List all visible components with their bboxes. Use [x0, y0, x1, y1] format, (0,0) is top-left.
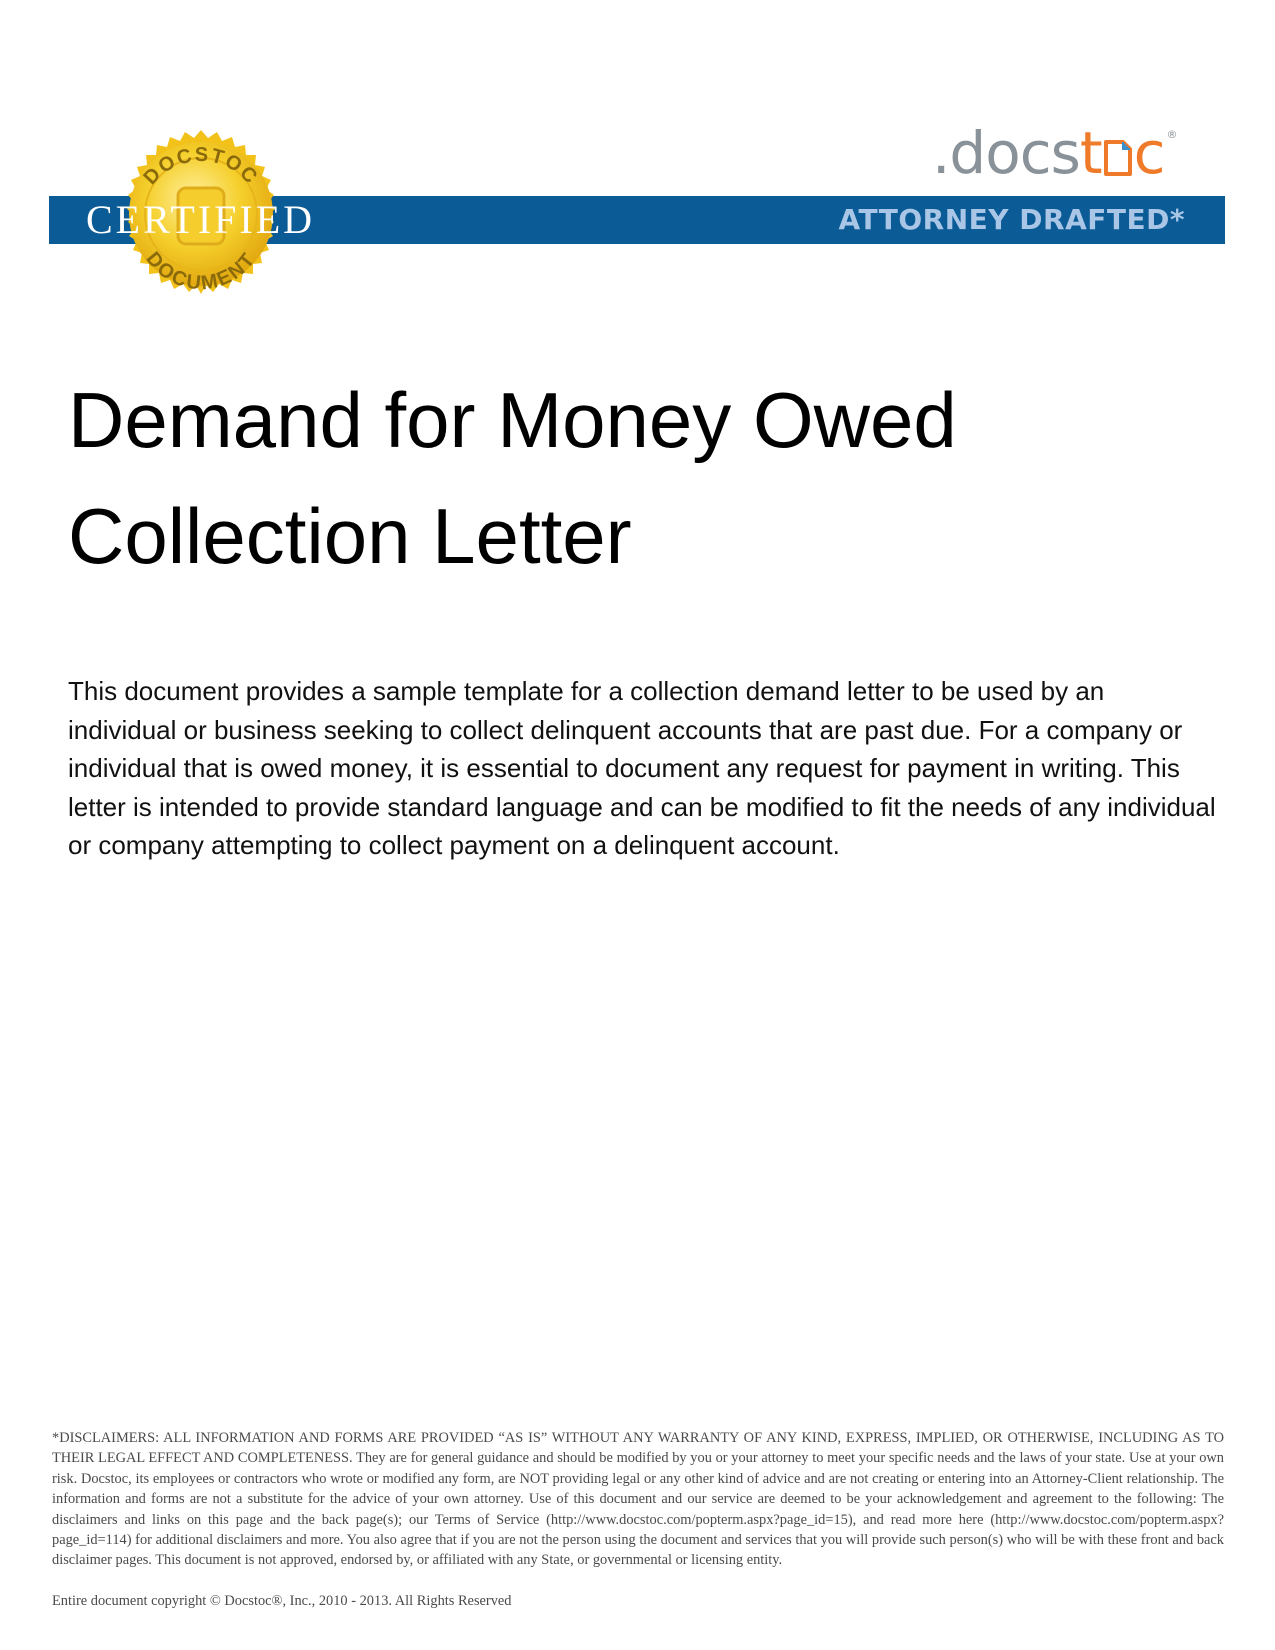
page-icon	[1103, 139, 1133, 177]
document-title	[68, 362, 1208, 594]
registered-mark: ®	[1166, 128, 1177, 141]
logo-part-3: c	[1133, 119, 1165, 187]
logo-part-1: .docs	[932, 119, 1080, 187]
title-line-1: Demand for Money Owed	[68, 376, 957, 464]
title-line-2: Collection Letter	[68, 492, 632, 580]
attorney-drafted-label: ATTORNEY DRAFTED*	[838, 203, 1185, 236]
disclaimer-text: *DISCLAIMERS: ALL INFORMATION AND FORMS ARE PROVIDED “AS IS” WITHOUT ANY WARRANTY OF ANY KIND, EXPRESS, IMPLIED, OR OTHERWISE, INCLUDING AS TO THEIR LEGAL EFFECT AND COMPLETENESS. They are for general guidance and should be modified by you or your attorney to meet your specific needs and the laws of your state. Use at your own risk. Docstoc, its employees or contractors who wrote or modified any form, are NOT providing legal or any other kind of advice and are not creating or entering into an Attorney-Client relationship. The information and forms are not a substitute for the advice of your own attorney. Use of this document and our service are deemed to be your acknowledgement and agreement to the following: The disclaimers and links on this page and the back page(s); our Terms of Service (http://www.docstoc.com/popterm.aspx?page_id=15), and read more here (http://www.docstoc.com/popterm.aspx?page_id=114) for additional disclaimers and more. You also agree that if you are not the person using the document and services that you will provide such person(s) who will be with these front and back disclaimer pages. This document is not approved, endorsed by, or affiliated with any State, or governmental or licensing entity.	[52, 1430, 1224, 1569]
seal-bottom-text: DOCUMENT	[141, 247, 261, 295]
logo-part-2: t	[1079, 119, 1102, 187]
intro-paragraph: This document provides a sample template for a collection demand letter to be used by an individual or business seeking to collect delinquent accounts that are past due. For a company or individual that is owed money, it is essential to document any request for payment in writing. This letter is intended to provide standard language and can be modified to fit the needs of any individual or company attempting to collect payment on a delinquent account.	[68, 676, 1216, 860]
copyright-text: Entire document copyright © Docstoc®, Inc., 2010 - 2013. All Rights Reserved	[52, 1593, 512, 1609]
docstoc-logo	[932, 108, 1177, 198]
certified-label: CERTIFIED	[86, 197, 316, 242]
seal-top-text: DOCSTOC	[139, 143, 263, 190]
